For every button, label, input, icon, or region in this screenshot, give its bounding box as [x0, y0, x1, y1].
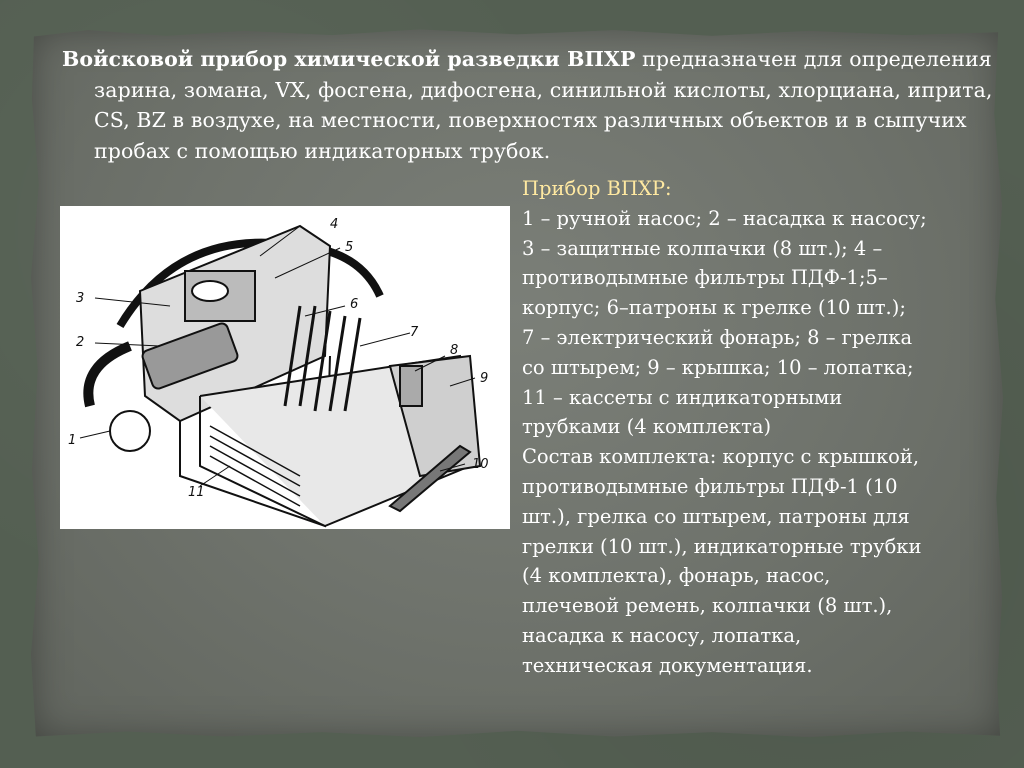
legend-line: корпус; 6–патроны к грелке (10 шт.);: [522, 296, 906, 320]
legend-line: насадка к насосу, лопатка,: [522, 623, 802, 647]
device-illustration: [60, 206, 510, 529]
legend-line: 3 – защитные колпачки (8 шт.); 4 –: [522, 236, 883, 260]
legend-line: трубками (4 комплекта): [522, 415, 772, 439]
legend-heading: Прибор ВПХР:: [522, 177, 672, 200]
callout-7: 7: [410, 325, 419, 340]
legend-line: противодымные фильтры ПДФ-1;5–: [522, 266, 888, 290]
legend-line: шт.), грелка со штырем, патроны для: [522, 504, 910, 528]
callout-10: 10: [472, 457, 489, 472]
legend-line: 11 – кассеты с индикаторными: [522, 385, 843, 409]
legend-line: 1 – ручной насос; 2 – насадка к насосу;: [522, 206, 927, 230]
legend-line: противодымные фильтры ПДФ-1 (10: [522, 474, 898, 498]
legend-line: техническая документация.: [522, 653, 813, 677]
callout-3: 3: [76, 291, 85, 306]
intro-title: Войсковой прибор химической разведки ВПХР: [62, 47, 636, 71]
legend-line: грелки (10 шт.), индикаторные трубки: [522, 534, 922, 558]
callout-6: 6: [350, 297, 359, 312]
legend-line: со штырем; 9 – крышка; 10 – лопатка;: [522, 355, 914, 379]
callout-9: 9: [480, 371, 489, 386]
legend-line: Состав комплекта: корпус с крышкой,: [522, 445, 920, 469]
legend-panel: [522, 174, 982, 681]
legend-line: плечевой ремень, колпачки (8 шт.),: [522, 594, 893, 618]
intro-paragraph: [62, 44, 1009, 166]
callout-1: 1: [68, 433, 77, 448]
device-drawing: [60, 206, 510, 529]
callout-11: 11: [188, 485, 205, 500]
legend-line: (4 комплекта), фонарь, насос,: [522, 564, 831, 588]
callout-8: 8: [450, 343, 459, 358]
legend-line: 7 – электрический фонарь; 8 – грелка: [522, 325, 913, 349]
callout-4: 4: [330, 217, 339, 232]
callout-2: 2: [76, 335, 85, 350]
callout-5: 5: [345, 240, 354, 255]
intro-text: предназначен для определения зарина, зомана, VX, фосгена, дифосгена, синильной кислоты, хлорциана, иприта, CS, BZ в воздухе, на местности, поверхностях различных объектов и в сыпучих пробах с помощью индикаторных трубок.: [94, 47, 993, 163]
legend-lines: [522, 204, 982, 681]
